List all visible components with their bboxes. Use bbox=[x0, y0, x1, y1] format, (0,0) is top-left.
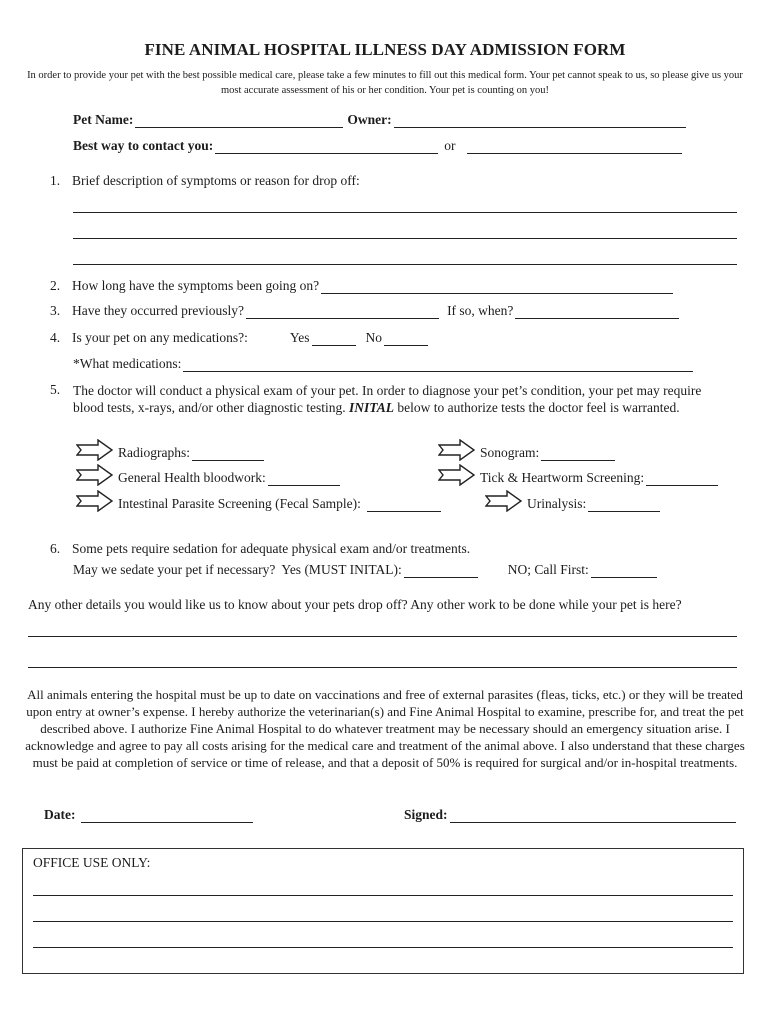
symptom-duration-field[interactable] bbox=[321, 279, 673, 294]
other-details-question: Any other details you would like us to know about your pets drop off? Any other work to be done while your pet is here? bbox=[28, 597, 682, 612]
what-medications-row bbox=[73, 356, 695, 372]
arrow-right-icon bbox=[485, 490, 523, 512]
test-tick-heartworm bbox=[438, 464, 720, 486]
sedation-yes-label: Yes (MUST INITAL): bbox=[281, 562, 402, 577]
what-medications-field[interactable] bbox=[183, 357, 693, 372]
date-row bbox=[44, 807, 255, 823]
pet-owner-row bbox=[73, 112, 688, 128]
fecal-initial-field[interactable] bbox=[367, 497, 441, 512]
medications-no-field[interactable] bbox=[384, 331, 428, 346]
date-label: Date: bbox=[44, 807, 76, 822]
question-5-text-a: The doctor will conduct a physical exam of your pet. In order to diagnose your pet’s condition, your pet may require blood tests, x-rays, and/or other diagnostic testing. bbox=[73, 383, 702, 415]
pet-name-label: Pet Name: bbox=[73, 112, 134, 127]
sedation-question: May we sedate your pet if necessary? bbox=[73, 562, 276, 577]
arrow-right-icon bbox=[438, 464, 476, 486]
arrow-right-icon bbox=[76, 490, 114, 512]
sonogram-initial-field[interactable] bbox=[541, 446, 615, 461]
symptoms-line-1[interactable] bbox=[73, 212, 737, 213]
test-bloodwork bbox=[76, 464, 342, 486]
contact-field-1[interactable] bbox=[215, 139, 438, 154]
office-line-3[interactable] bbox=[33, 947, 733, 948]
sonogram-label: Sonogram: bbox=[480, 445, 540, 460]
arrow-right-icon bbox=[438, 439, 476, 461]
arrow-right-icon bbox=[76, 464, 114, 486]
question-number: 1. bbox=[50, 173, 61, 188]
fecal-label: Intestinal Parasite Screening (Fecal Sample): bbox=[118, 496, 361, 511]
owner-field[interactable] bbox=[394, 113, 686, 128]
question-4 bbox=[50, 330, 430, 346]
question-5-text bbox=[73, 382, 713, 416]
medications-yes-field[interactable] bbox=[312, 331, 356, 346]
urinalysis-initial-field[interactable] bbox=[588, 497, 660, 512]
signed-label: Signed: bbox=[404, 807, 448, 822]
contact-label: Best way to contact you: bbox=[73, 138, 214, 153]
occurred-previously-field[interactable] bbox=[246, 304, 439, 319]
question-number: 6. bbox=[50, 541, 61, 556]
tick-heartworm-initial-field[interactable] bbox=[646, 471, 718, 486]
question-number: 3. bbox=[50, 303, 61, 318]
question-2-text: How long have the symptoms been going on? bbox=[72, 278, 320, 293]
pet-name-field[interactable] bbox=[135, 113, 343, 128]
date-field[interactable] bbox=[81, 808, 253, 823]
question-3-text: Have they occurred previously? bbox=[72, 303, 245, 318]
question-5-number: 5. bbox=[50, 382, 61, 397]
radiographs-label: Radiographs: bbox=[118, 445, 190, 460]
other-details-line-1[interactable] bbox=[28, 636, 737, 637]
question-6 bbox=[50, 541, 470, 557]
when-field[interactable] bbox=[515, 304, 679, 319]
sedation-no-field[interactable] bbox=[591, 563, 657, 578]
question-2 bbox=[50, 278, 675, 294]
radiographs-initial-field[interactable] bbox=[192, 446, 264, 461]
what-medications-label: *What medications: bbox=[73, 356, 182, 371]
office-use-title: OFFICE USE ONLY: bbox=[33, 855, 151, 870]
medications-yes-label: Yes bbox=[289, 330, 310, 345]
office-line-1[interactable] bbox=[33, 895, 733, 896]
initial-emphasis: INITAL bbox=[348, 400, 394, 415]
test-urinalysis bbox=[485, 490, 662, 512]
sedation-row bbox=[73, 562, 659, 578]
arrow-right-icon bbox=[76, 439, 114, 461]
bloodwork-initial-field[interactable] bbox=[268, 471, 340, 486]
test-sonogram bbox=[438, 439, 617, 461]
intro-text: In order to provide your pet with the best possible medical care, please take a few minutes to fill out this medical form. Your pet cannot speak to us, so please give us your most accurate assessment of his or her condition. Your pet is counting on you! bbox=[27, 70, 743, 96]
consent-paragraph: All animals entering the hospital must be up to date on vaccinations and free of external parasites (fleas, ticks, etc.) or they will be treated upon entry at owner’s expense. I hereby authorize the veterinarian(s) and Fine Animal Hospital to examine, prescribe for, and treat the pet described above. I authorize Fine Animal Hospital to do whatever treatment may be necessary should an emergency situation arise. I acknowledge and agree to pay all costs arising for the medical care and treatment of the animal above. I also understand that these charges must be paid at completion of service or time of release, and that a deposit of 50% is required for surgical and/or in-hospital treatments. bbox=[25, 687, 745, 770]
question-5-text-b: below to authorize tests the doctor feel is warranted. bbox=[397, 400, 680, 415]
sedation-yes-field[interactable] bbox=[404, 563, 478, 578]
medications-no-label: No bbox=[365, 330, 382, 345]
signed-row bbox=[404, 807, 738, 823]
or-label: or bbox=[444, 138, 456, 153]
owner-label: Owner: bbox=[347, 112, 392, 127]
test-fecal bbox=[76, 490, 443, 512]
question-number: 4. bbox=[50, 330, 61, 345]
question-1-text: Brief description of symptoms or reason for drop off: bbox=[72, 173, 360, 188]
form-title: FINE ANIMAL HOSPITAL ILLNESS DAY ADMISSION FORM bbox=[144, 40, 626, 59]
question-1 bbox=[50, 173, 360, 189]
test-radiographs bbox=[76, 439, 266, 461]
symptoms-line-3[interactable] bbox=[73, 264, 737, 265]
if-so-when-label: If so, when? bbox=[447, 303, 514, 318]
sedation-no-label: NO; Call First: bbox=[507, 562, 589, 577]
bloodwork-label: General Health bloodwork: bbox=[118, 470, 266, 485]
signature-field[interactable] bbox=[450, 808, 736, 823]
question-4-text: Is your pet on any medications?: bbox=[72, 330, 248, 345]
contact-row bbox=[73, 138, 684, 154]
urinalysis-label: Urinalysis: bbox=[527, 496, 587, 511]
question-3 bbox=[50, 303, 681, 319]
question-6-text: Some pets require sedation for adequate physical exam and/or treatments. bbox=[72, 541, 471, 556]
tick-heartworm-label: Tick & Heartworm Screening: bbox=[480, 470, 645, 485]
other-details-line-2[interactable] bbox=[28, 667, 737, 668]
office-use-box bbox=[22, 848, 744, 974]
question-number: 2. bbox=[50, 278, 61, 293]
symptoms-line-2[interactable] bbox=[73, 238, 737, 239]
office-line-2[interactable] bbox=[33, 921, 733, 922]
contact-field-2[interactable] bbox=[467, 139, 682, 154]
